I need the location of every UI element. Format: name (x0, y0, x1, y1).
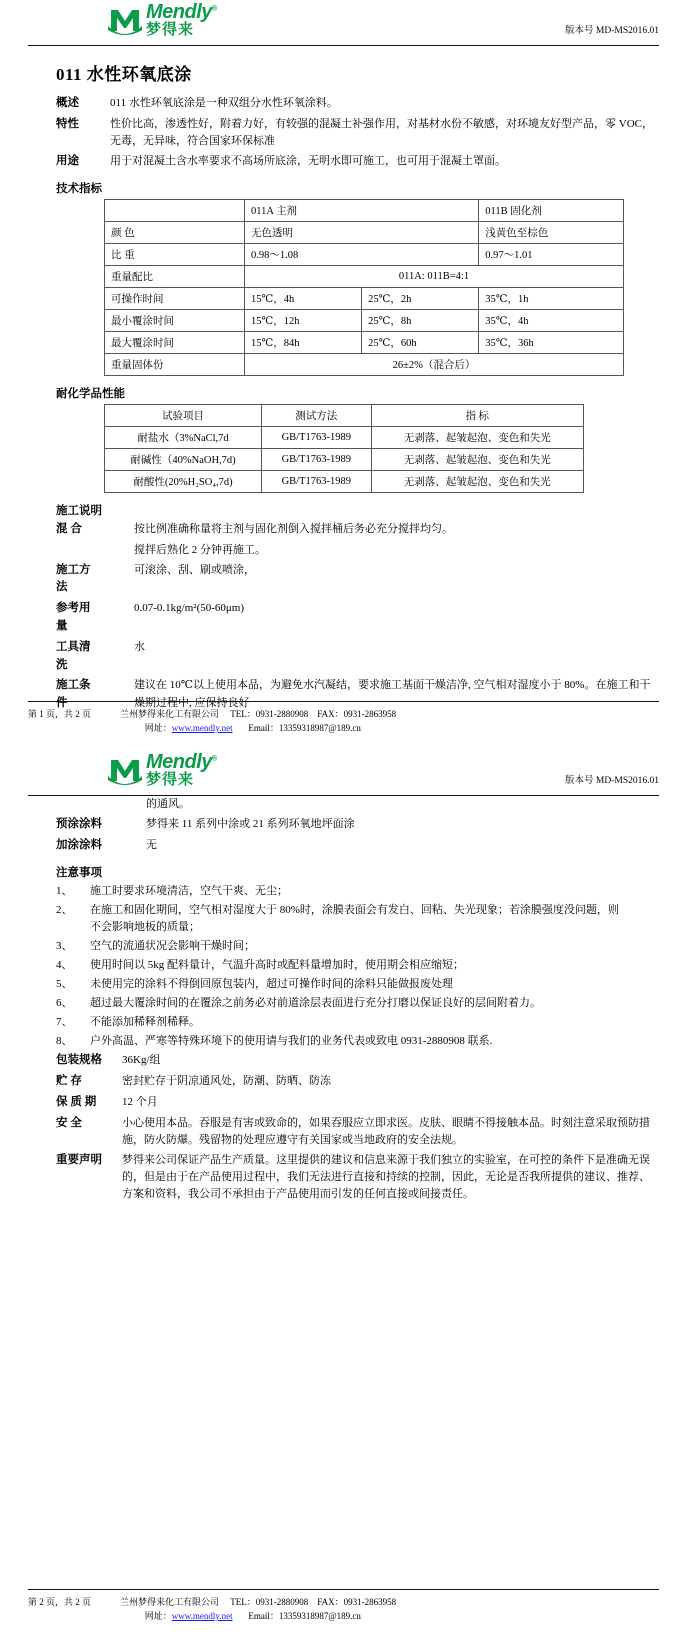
construct-label-conditions: 施工条件 (56, 679, 91, 710)
chem-index-alkali: 无剥落、起皱起泡、变色和失光 (371, 448, 584, 470)
spec-min-recoat-25: 25℃，8h (362, 309, 479, 331)
list-item (28, 976, 659, 993)
intro-text-features: 性价比高，渗透性好，附着力好，有较强的混凝土补强作用，对基材水份不敏感，对环境友好型产品，零 VOC，无毒，无异味，符合国家环保标准 (110, 117, 653, 147)
construct-text-mix2: 搅拌后熟化 2 分钟再施工。 (134, 543, 266, 556)
note-text: 不能添加稀释剂稀释。 (90, 1016, 200, 1028)
chem-table (104, 404, 584, 493)
chem-header-index: 指 标 (371, 404, 584, 426)
notes-caption: 注意事项 (56, 866, 102, 879)
intro-text-usage: 用于对混凝土含水率要求不高场所底涂，无明水即可施工，也可用于混凝土罩面。 (110, 154, 506, 167)
footer-contact-line-2 (120, 721, 659, 734)
construct-text-amount: 0.07-0.1kg/m²(50-60μm) (134, 602, 245, 615)
brand-name-en-text-2: Mendly (146, 751, 212, 773)
mendly-logo-icon (108, 5, 142, 35)
precoat-row (28, 816, 659, 834)
note-num: 8、 (56, 1035, 73, 1048)
spec-label-min-recoat: 最小覆涂时间 (105, 309, 245, 331)
note-num: 5、 (56, 977, 73, 990)
packaging-row (28, 1052, 659, 1070)
notes-list (28, 883, 659, 1050)
precoat-label: 预涂涂料 (56, 818, 102, 831)
construct-label-amount: 参考用量 (56, 602, 91, 633)
safety-text: 小心使用本品。吞服是有害或致命的，如果吞服应立即求医。皮肤、眼睛不得接触本品。时刻注意采取预防措施，防火防爆。残留物的处理应遵守有关国家或当地政府的安全法规。 (122, 1116, 650, 1146)
footer-contact-line-1 (120, 1595, 659, 1608)
construct-text-cleaning: 水 (134, 640, 145, 653)
brand-text (146, 2, 217, 38)
page-footer-2 (28, 1589, 659, 1622)
footer-email: Email：13359318987@189.cn (248, 723, 361, 733)
brand-name-en-text: Mendly (146, 1, 212, 23)
chem-item-acid: 耐酸性(20%H₂SO₄,7d) (105, 470, 262, 492)
safety-row (28, 1115, 659, 1149)
document-page-1 (0, 0, 687, 750)
construct-text-mix: 按比例准确称量将主剂与固化剂倒入搅拌桶后务必充分搅拌均匀。 (134, 522, 453, 535)
construct-text-conditions: 建议在 10℃以上使用本品，为避免水汽凝结，要求施工基面干燥洁净, 空气相对湿度小于 80%。在施工和干燥期过程中, 应保持良好 (134, 679, 651, 709)
list-item (28, 902, 659, 936)
note-text: 施工时要求环境清洁，空气干爽、无尘； (90, 884, 288, 897)
note-num: 3、 (56, 939, 73, 952)
table-row (105, 287, 624, 309)
construct-text-method: 可滚涂、刮、刷或喷涂， (134, 563, 255, 576)
footer-web-label: 网址： (144, 1611, 172, 1621)
chem-item-saltwater: 耐盐水（3%NaCl,7d (105, 426, 262, 448)
spec-ratio-value: 011A: 011B=4:1 (245, 265, 624, 287)
table-row (105, 265, 624, 287)
table-row (105, 448, 584, 470)
table-row (105, 309, 624, 331)
construct-label-cleaning: 工具清洗 (56, 640, 91, 671)
list-item (28, 995, 659, 1012)
construct-row-mix (28, 521, 659, 539)
note-text: 未使用完的涂料不得倒回原包装内，超过可操作时间的涂料只能做报废处理 (90, 977, 453, 990)
version-label-2: 版本号 MD-MS2016.01 (565, 776, 659, 786)
note-num: 7、 (56, 1016, 73, 1028)
brand-name-cn-2: 梦得来 (146, 772, 195, 788)
continue-text: 的通风。 (146, 798, 190, 810)
spec-label-solids: 重量固体份 (105, 353, 245, 375)
storage-row (28, 1073, 659, 1091)
table-row (105, 404, 584, 426)
page-title: 011 水性环氧底涂 (56, 65, 192, 84)
construct-row-amount (28, 600, 659, 636)
footer-contact-line-2 (120, 1609, 659, 1622)
note-num: 4、 (56, 958, 73, 971)
spec-label-color: 颜 色 (105, 221, 245, 243)
list-item (28, 938, 659, 955)
chem-header-item: 试验项目 (105, 404, 262, 426)
storage-label: 贮 存 (56, 1074, 82, 1087)
spec-pot-life-35: 35℃，1h (479, 287, 624, 309)
spec-header-a: 011A 主剂 (245, 199, 479, 221)
safety-label: 安 全 (56, 1116, 82, 1129)
spec-pot-life-15: 15℃，4h (245, 287, 362, 309)
registered-mark-2: ® (211, 755, 217, 763)
table-row (105, 243, 624, 265)
note-text: 空气的流通状况会影响干燥时间； (90, 939, 255, 952)
chem-method-saltwater: GB/T1763-1989 (262, 426, 371, 448)
spec-min-recoat-35: 35℃，4h (479, 309, 624, 331)
spec-header-blank (105, 199, 245, 221)
disclaimer-row (28, 1152, 659, 1203)
note-num: 6、 (56, 996, 73, 1009)
spec-max-recoat-15: 15℃，84h (245, 331, 362, 353)
spec-table (104, 199, 624, 376)
chem-header-method: 测试方法 (262, 404, 371, 426)
intro-row-overview (28, 95, 659, 113)
continue-spacer (56, 796, 112, 813)
footer-fax: FAX：0931-2863958 (317, 709, 397, 719)
note-text: 超过最大覆涂时间的在覆涂之前务必对前道涂层表面进行充分打磨以保证良好的层间附着力。 (90, 996, 541, 1009)
construct-label-method: 施工方法 (56, 563, 91, 594)
topcoat-label: 加涂涂料 (56, 838, 102, 851)
chem-index-saltwater: 无剥落、起皱起泡、变色和失光 (371, 426, 584, 448)
spec-color-b: 浅黄色至棕色 (479, 221, 624, 243)
brand-name-en-2 (146, 752, 217, 772)
packaging-text: 36Kg/组 (122, 1054, 161, 1067)
spec-header-b: 011B 固化剂 (479, 199, 624, 221)
spec-color-a: 无色透明 (245, 221, 479, 243)
footer-contact-line-1 (120, 707, 659, 720)
construct-caption: 施工说明 (56, 504, 102, 517)
packaging-label: 包装规格 (56, 1054, 102, 1067)
construct-row-method (28, 562, 659, 598)
brand-text-2 (146, 752, 217, 788)
note-text: 在施工和固化期间，空气相对湿度大于 80%时，涂膜表面会有发白、回粘、失光现象；若涂膜强度没问题，则不会影响地板的质量； (90, 903, 619, 933)
table-row (105, 331, 624, 353)
footer-web-link[interactable]: www.mendly.net (171, 723, 233, 733)
shelflife-label: 保 质 期 (56, 1095, 97, 1108)
brand-name-en (146, 2, 217, 22)
intro-row-usage (28, 153, 659, 171)
footer-company: 兰州梦得来化工有限公司 (120, 709, 220, 719)
continue-row (28, 796, 659, 813)
note-num: 1、 (56, 884, 73, 897)
storage-text: 密封贮存于阴凉通风处，防潮、防晒、防冻 (122, 1074, 331, 1087)
list-item (28, 1033, 659, 1050)
shelflife-row (28, 1094, 659, 1112)
registered-mark: ® (211, 5, 217, 13)
footer-fax: FAX：0931-2863958 (317, 1597, 397, 1607)
brand-name-cn: 梦得来 (146, 22, 195, 38)
note-text: 户外高温、严寒等特殊环境下的使用请与我们的业务代表或致电 0931-2880908 联系. (90, 1035, 493, 1048)
brand-logo (108, 2, 217, 38)
table-row (105, 470, 584, 492)
spec-caption: 技术指标 (56, 182, 102, 195)
brand-logo-2 (108, 752, 217, 788)
footer-tel: TEL：0931-2880908 (230, 1597, 309, 1607)
chem-caption: 耐化学品性能 (56, 387, 125, 400)
page-header-2 (28, 750, 659, 796)
mendly-logo-icon (108, 755, 142, 785)
table-row (105, 221, 624, 243)
construct-label-mix: 混 合 (56, 522, 82, 535)
spec-label-max-recoat: 最大覆涂时间 (105, 331, 245, 353)
chem-index-acid: 无剥落、起皱起泡、变色和失光 (371, 470, 584, 492)
footer-company: 兰州梦得来化工有限公司 (120, 1597, 220, 1607)
version-label: 版本号 MD-MS2016.01 (565, 26, 659, 36)
construct-row-mix2 (28, 542, 659, 559)
spec-max-recoat-25: 25℃，60h (362, 331, 479, 353)
precoat-text: 梦得来 11 系列中涂或 21 系列环氧地坪面涂 (146, 818, 355, 831)
spec-solids-value: 26±2%（混合后） (245, 353, 624, 375)
intro-label-overview: 概述 (56, 97, 79, 109)
intro-row-features (28, 116, 659, 150)
spec-max-recoat-35: 35℃，36h (479, 331, 624, 353)
construct-label-spacer (56, 542, 100, 559)
list-item (28, 1014, 659, 1031)
document-page-2 (0, 750, 687, 1638)
construct-row-cleaning (28, 639, 659, 675)
table-row (105, 353, 624, 375)
table-row (105, 426, 584, 448)
spec-min-recoat-15: 15℃，12h (245, 309, 362, 331)
intro-text-overview: 011 水性环氧底涂是一种双组分水性环氧涂料。 (110, 97, 338, 109)
spec-pot-life-25: 25℃，2h (362, 287, 479, 309)
spec-label-pot-life: 可操作时间 (105, 287, 245, 309)
page-header (28, 0, 659, 46)
spec-density-a: 0.98～1.08 (245, 243, 479, 265)
chem-method-acid: GB/T1763-1989 (262, 470, 371, 492)
chem-method-alkali: GB/T1763-1989 (262, 448, 371, 470)
disclaimer-text: 梦得来公司保证产品生产质量。这里提供的建议和信息来源于我们独立的实验室，在可控的条件下是准确无误的，但是由于在产品使用过程中，我们无法进行直接和持续的控制，因此，无论是否我所提供的建议、推荐、方案和资料，我公司不承担由于产品使用而引发的任何直接或间接责任。 (122, 1153, 650, 1200)
note-text: 使用时间以 5kg 配料量计，气温升高时或配料量增加时，使用期会相应缩短； (90, 958, 464, 971)
footer-email: Email：13359318987@189.cn (248, 1611, 361, 1621)
disclaimer-label: 重要声明 (56, 1153, 102, 1166)
page-number-1: 第 1 页，共 2 页 (28, 709, 92, 719)
table-row (105, 199, 624, 221)
footer-tel: TEL：0931-2880908 (230, 709, 309, 719)
list-item (28, 883, 659, 900)
topcoat-text: 无 (146, 838, 157, 851)
spec-density-b: 0.97～1.01 (479, 243, 624, 265)
intro-label-features: 特性 (56, 117, 79, 130)
topcoat-row (28, 837, 659, 855)
spec-label-density: 比 重 (105, 243, 245, 265)
chem-item-alkali: 耐碱性（40%NaOH,7d) (105, 448, 262, 470)
note-num: 2、 (56, 903, 73, 916)
shelflife-text: 12 个月 (122, 1095, 158, 1108)
list-item (28, 957, 659, 974)
footer-web-link[interactable]: www.mendly.net (171, 1611, 233, 1621)
footer-web-label: 网址： (144, 723, 172, 733)
spec-label-ratio: 重量配比 (105, 265, 245, 287)
page-number-2: 第 2 页，共 2 页 (28, 1597, 92, 1607)
page-footer-1 (28, 701, 659, 734)
intro-label-usage: 用途 (56, 154, 79, 167)
